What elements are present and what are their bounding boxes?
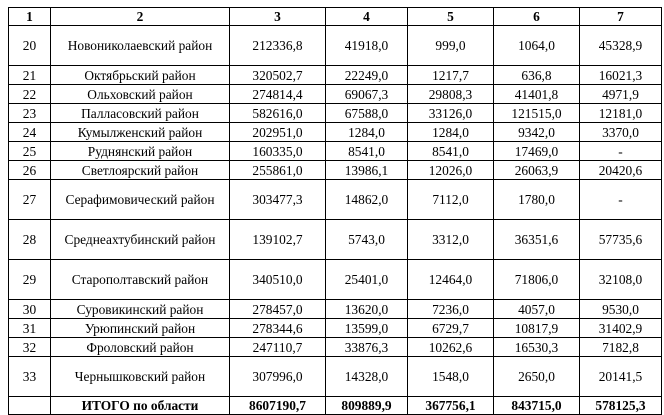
value-cell: 1217,7 xyxy=(408,66,494,85)
value-cell: 12181,0 xyxy=(580,104,662,123)
district-data-table xyxy=(8,7,662,415)
row-number-cell: 26 xyxy=(9,161,51,180)
table-row xyxy=(9,85,662,104)
value-cell: 12026,0 xyxy=(408,161,494,180)
row-number-cell: 29 xyxy=(9,260,51,300)
value-cell: 33126,0 xyxy=(408,104,494,123)
value-cell: 29808,3 xyxy=(408,85,494,104)
value-cell: 1548,0 xyxy=(408,357,494,397)
value-cell: 67588,0 xyxy=(326,104,408,123)
value-cell: 20420,6 xyxy=(580,161,662,180)
value-cell: 8541,0 xyxy=(408,142,494,161)
value-cell: 2650,0 xyxy=(494,357,580,397)
value-cell: 10262,6 xyxy=(408,338,494,357)
district-name-cell: Серафимовический район xyxy=(51,180,230,220)
value-cell: 212336,8 xyxy=(230,26,326,66)
value-cell: 367756,1 xyxy=(408,397,494,415)
value-cell: 13599,0 xyxy=(326,319,408,338)
value-cell: 578125,3 xyxy=(580,397,662,415)
value-cell: 1284,0 xyxy=(408,123,494,142)
value-cell: 9342,0 xyxy=(494,123,580,142)
header-row xyxy=(9,8,662,26)
row-number-cell: 32 xyxy=(9,338,51,357)
row-number-cell xyxy=(9,397,51,415)
value-cell: 32108,0 xyxy=(580,260,662,300)
value-cell: 5 xyxy=(408,8,494,26)
value-cell: 5743,0 xyxy=(326,220,408,260)
value-cell: 202951,0 xyxy=(230,123,326,142)
value-cell: 45328,9 xyxy=(580,26,662,66)
row-number-cell: 23 xyxy=(9,104,51,123)
table-row xyxy=(9,220,662,260)
table-row xyxy=(9,338,662,357)
row-number-cell: 21 xyxy=(9,66,51,85)
value-cell: 1780,0 xyxy=(494,180,580,220)
value-cell: 582616,0 xyxy=(230,104,326,123)
district-name-cell: Урюпинский район xyxy=(51,319,230,338)
value-cell: 160335,0 xyxy=(230,142,326,161)
district-name-cell: Старополтавский район xyxy=(51,260,230,300)
value-cell: 41918,0 xyxy=(326,26,408,66)
district-name-cell: Руднянский район xyxy=(51,142,230,161)
row-number-cell: 25 xyxy=(9,142,51,161)
table-row xyxy=(9,161,662,180)
value-cell: - xyxy=(580,142,662,161)
table-row xyxy=(9,300,662,319)
value-cell: 3312,0 xyxy=(408,220,494,260)
value-cell: 4 xyxy=(326,8,408,26)
value-cell: 36351,6 xyxy=(494,220,580,260)
value-cell: 9530,0 xyxy=(580,300,662,319)
district-name-cell: Ольховский район xyxy=(51,85,230,104)
value-cell: 274814,4 xyxy=(230,85,326,104)
value-cell: 25401,0 xyxy=(326,260,408,300)
value-cell: 16530,3 xyxy=(494,338,580,357)
value-cell: 57735,6 xyxy=(580,220,662,260)
value-cell: 4971,9 xyxy=(580,85,662,104)
value-cell: 6 xyxy=(494,8,580,26)
table-row xyxy=(9,319,662,338)
row-number-cell: 28 xyxy=(9,220,51,260)
table-row xyxy=(9,123,662,142)
district-name-cell: Палласовский район xyxy=(51,104,230,123)
district-name-cell: Суровикинский район xyxy=(51,300,230,319)
value-cell: 31402,9 xyxy=(580,319,662,338)
value-cell: 278457,0 xyxy=(230,300,326,319)
value-cell: 69067,3 xyxy=(326,85,408,104)
row-number-cell: 31 xyxy=(9,319,51,338)
table-row xyxy=(9,180,662,220)
row-number-cell: 20 xyxy=(9,26,51,66)
value-cell: 12464,0 xyxy=(408,260,494,300)
value-cell: 255861,0 xyxy=(230,161,326,180)
value-cell: 8541,0 xyxy=(326,142,408,161)
district-name-cell: Октябрьский район xyxy=(51,66,230,85)
district-name-cell: Среднеахтубинский район xyxy=(51,220,230,260)
value-cell: 809889,9 xyxy=(326,397,408,415)
value-cell: 999,0 xyxy=(408,26,494,66)
value-cell: 6729,7 xyxy=(408,319,494,338)
value-cell: 14862,0 xyxy=(326,180,408,220)
value-cell: 26063,9 xyxy=(494,161,580,180)
value-cell: 139102,7 xyxy=(230,220,326,260)
district-name-cell: 2 xyxy=(51,8,230,26)
value-cell: 303477,3 xyxy=(230,180,326,220)
total-row xyxy=(9,397,662,415)
value-cell: 10817,9 xyxy=(494,319,580,338)
district-name-cell: Чернышковский район xyxy=(51,357,230,397)
value-cell: 7236,0 xyxy=(408,300,494,319)
row-number-cell: 33 xyxy=(9,357,51,397)
district-name-cell: Новониколаевский район xyxy=(51,26,230,66)
value-cell: 71806,0 xyxy=(494,260,580,300)
value-cell: 33876,3 xyxy=(326,338,408,357)
value-cell: 17469,0 xyxy=(494,142,580,161)
table-row xyxy=(9,357,662,397)
value-cell: 3 xyxy=(230,8,326,26)
row-number-cell: 1 xyxy=(9,8,51,26)
district-name-cell: Кумылженский район xyxy=(51,123,230,142)
table-row xyxy=(9,104,662,123)
value-cell: 1284,0 xyxy=(326,123,408,142)
row-number-cell: 27 xyxy=(9,180,51,220)
row-number-cell: 24 xyxy=(9,123,51,142)
value-cell: 121515,0 xyxy=(494,104,580,123)
value-cell: 3370,0 xyxy=(580,123,662,142)
value-cell: 14328,0 xyxy=(326,357,408,397)
value-cell: 278344,6 xyxy=(230,319,326,338)
value-cell: 7112,0 xyxy=(408,180,494,220)
value-cell: 13986,1 xyxy=(326,161,408,180)
value-cell: 16021,3 xyxy=(580,66,662,85)
value-cell: 8607190,7 xyxy=(230,397,326,415)
value-cell: 340510,0 xyxy=(230,260,326,300)
district-name-cell: Фроловский район xyxy=(51,338,230,357)
district-name-cell: Светлоярский район xyxy=(51,161,230,180)
value-cell: 4057,0 xyxy=(494,300,580,319)
row-number-cell: 30 xyxy=(9,300,51,319)
value-cell: 307996,0 xyxy=(230,357,326,397)
value-cell: 22249,0 xyxy=(326,66,408,85)
value-cell: 41401,8 xyxy=(494,85,580,104)
value-cell: 247110,7 xyxy=(230,338,326,357)
value-cell: 636,8 xyxy=(494,66,580,85)
table-row xyxy=(9,142,662,161)
row-number-cell: 22 xyxy=(9,85,51,104)
value-cell: 20141,5 xyxy=(580,357,662,397)
value-cell: 843715,0 xyxy=(494,397,580,415)
table-row xyxy=(9,26,662,66)
value-cell: 7 xyxy=(580,8,662,26)
value-cell: 1064,0 xyxy=(494,26,580,66)
value-cell: 320502,7 xyxy=(230,66,326,85)
table-row xyxy=(9,66,662,85)
value-cell: 13620,0 xyxy=(326,300,408,319)
value-cell: 7182,8 xyxy=(580,338,662,357)
value-cell: - xyxy=(580,180,662,220)
table-row xyxy=(9,260,662,300)
district-name-cell: ИТОГО по области xyxy=(51,397,230,415)
